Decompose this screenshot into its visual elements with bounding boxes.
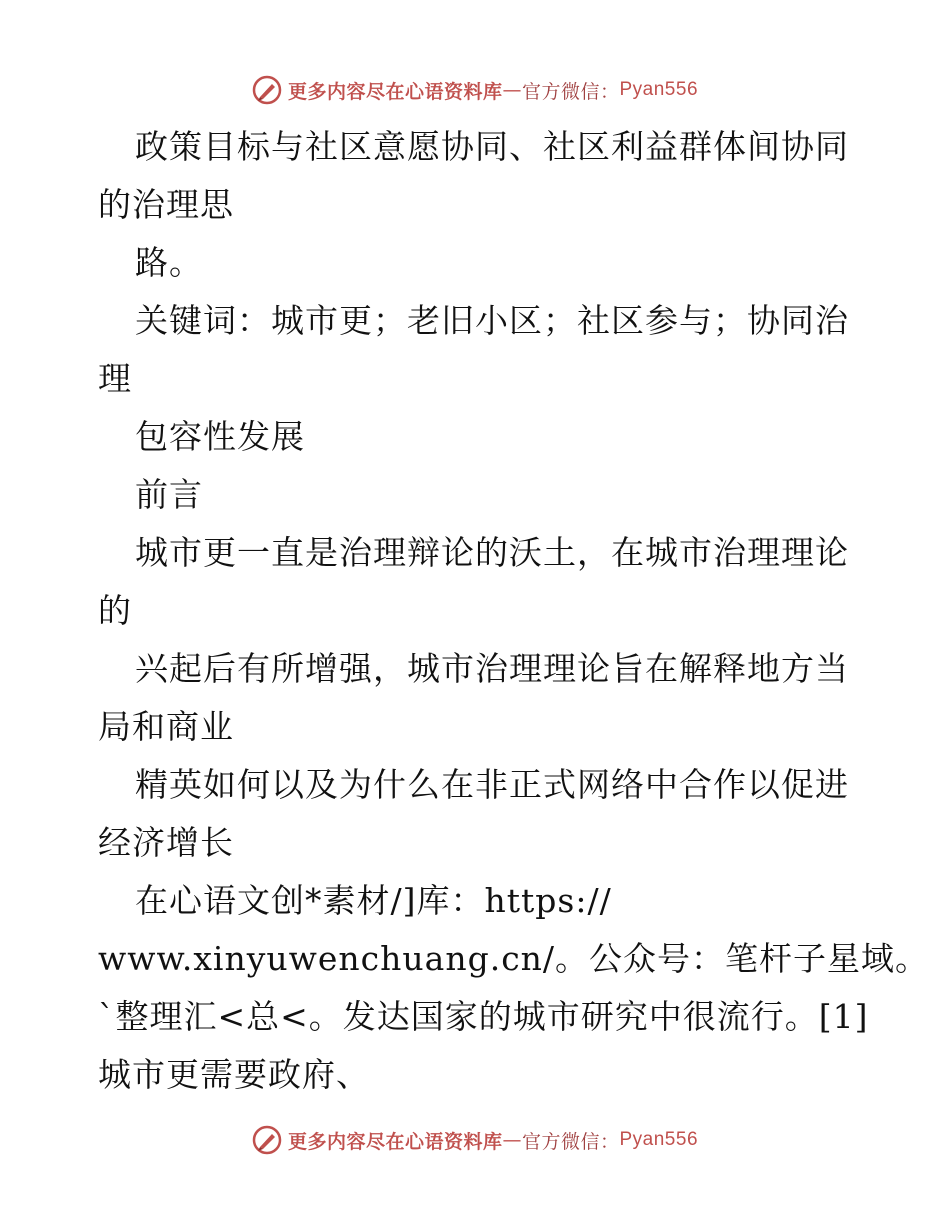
body-line-11: 局和商业 xyxy=(98,707,234,746)
body-line-17: 城市更需要政府、 xyxy=(98,1055,370,1094)
watermark-banner-bottom xyxy=(0,1120,950,1160)
body-line-14: 在心语文创*素材/]库：https:// xyxy=(135,881,612,920)
watermark-wechat-id: Pyan556 xyxy=(619,79,699,100)
section-heading-preface: 前言 xyxy=(135,475,203,514)
watermark-banner-top xyxy=(0,70,950,110)
watermark-dash: — xyxy=(502,1129,522,1151)
body-line-12: 精英如何以及为什么在非正式网络中合作以促进 xyxy=(135,765,849,804)
document-body xyxy=(98,118,930,1104)
keywords-line: 关键词：城市更；老旧小区；社区参与；协同治 xyxy=(135,301,849,340)
body-line-16: `整理汇<总<。发达国家的城市研究中很流行。[1] xyxy=(98,997,869,1036)
body-line-9: 的 xyxy=(98,591,132,630)
body-line-10: 兴起后有所增强，城市治理理论旨在解释地方当 xyxy=(135,649,849,688)
watermark-main-text: 更多内容尽在心语资料库 xyxy=(287,80,503,103)
watermark-wechat-id: Pyan556 xyxy=(619,1129,699,1150)
pen-logo-icon xyxy=(252,75,282,105)
body-line-5: 理 xyxy=(98,359,132,398)
watermark-main-text: 更多内容尽在心语资料库 xyxy=(287,1130,503,1153)
body-line-8: 城市更一直是治理辩论的沃土，在城市治理理论 xyxy=(135,533,849,572)
watermark-wechat-label: 官方微信： xyxy=(521,80,620,103)
body-line-6: 包容性发展 xyxy=(135,417,305,456)
watermark-dash: — xyxy=(502,79,522,101)
body-line-1: 政策目标与社区意愿协同、社区利益群体间协同 xyxy=(135,127,849,166)
body-line-13: 经济增长 xyxy=(98,823,234,862)
body-line-2: 的治理思 xyxy=(98,185,234,224)
pen-logo-icon xyxy=(252,1125,282,1155)
watermark-wechat-label: 官方微信： xyxy=(521,1130,620,1153)
body-line-3: 路。 xyxy=(135,243,203,282)
body-line-15-url: www.xinyuwenchuang.cn/。公众号：笔杆子星域。 xyxy=(98,939,930,978)
